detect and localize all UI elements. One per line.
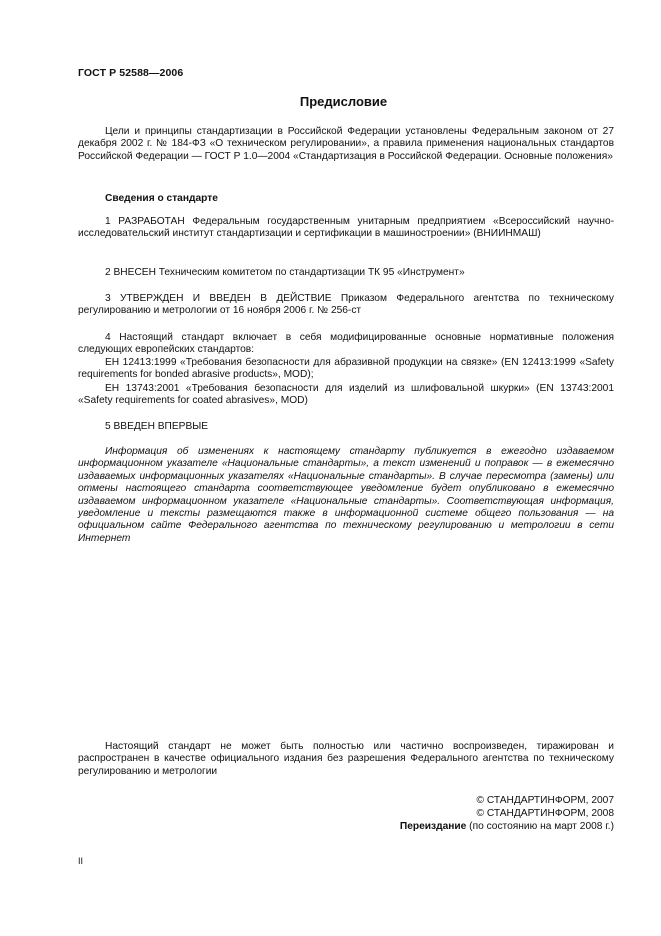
page-number: II <box>78 856 84 866</box>
reissue-note: (по состоянию на март 2008 г.) <box>466 821 614 832</box>
copyright-2008: © СТАНДАРТИНФОРМ, 2008 <box>476 808 614 819</box>
item-4-standard-2: ЕН 13743:2001 «Требования безопасности для изделий из шлифовальной шкурки» (EN 13743:2001 «Safety requirements for coated abrasives», MOD) <box>78 383 614 407</box>
item-5: 5 ВВЕДЕН ВПЕРВЫЕ <box>105 421 209 432</box>
foreword-intro: Цели и принципы стандартизации в Российской Федерации установлены Федеральным законом от 27 декабря 2002 г. № 184-ФЗ «О техническом регулировании», а правила применения национальных стандартов Российской Федерации — ГОСТ Р 1.0—2004 «Стандартизация в Российской Федерации. Основные положения» <box>78 126 614 162</box>
reproduction-notice: Настоящий стандарт не может быть полностью или частично воспроизведен, тиражирован и распространен в качестве официального издания без разрешения Федерального агентства по техническому регулированию и метрологии <box>78 741 614 777</box>
item-2: 2 ВНЕСЕН Техническим комитетом по стандартизации ТК 95 «Инструмент» <box>105 267 465 278</box>
item-1: 1 РАЗРАБОТАН Федеральным государственным унитарным предприятием «Всероссийский научно-исследовательский институт стандартизации и сертификации в машиностроении» (ВНИИНМАШ) <box>78 216 614 240</box>
item-3: 3 УТВЕРЖДЕН И ВВЕДЕН В ДЕЙСТВИЕ Приказом Федерального агентства по техническому регулированию и метрологии от 16 ноября 2006 г. № 256-ст <box>78 293 614 317</box>
copyright-2007: © СТАНДАРТИНФОРМ, 2007 <box>476 795 614 806</box>
foreword-title: Предисловие <box>299 94 388 109</box>
reissue-line <box>78 821 614 834</box>
item-4: 4 Настоящий стандарт включает в себя модифицированные основные нормативные положения следующих европейских стандартов: <box>78 332 614 356</box>
standard-id: ГОСТ Р 52588—2006 <box>78 67 184 79</box>
item-4-standard-1: ЕН 12413:1999 «Требования безопасности для абразивной продукции на связке» (EN 12413:1999 «Safety requirements for bonded abrasive products», MOD); <box>78 357 614 381</box>
info-heading: Сведения о стандарте <box>105 193 218 204</box>
change-notice: Информация об изменениях к настоящему стандарту публикуется в ежегодно издаваемом информационном указателе «Национальные стандарты», а текст изменений и поправок — в ежемесячно издаваемых информационных указателях «Национальные стандарты». В случае пересмотра (замены) или отмены настоящего стандарта соответствующее уведомление будет опубликовано в ежемесячно издаваемом информационном указателе «Национальные стандарты». Соответствующая информация, уведомление и тексты размещаются также в информационной системе общего пользования — на официальном сайте Федерального агентства по техническому регулированию и метрологии в сети Интернет <box>78 446 614 544</box>
reissue-label: Переиздание <box>399 821 467 832</box>
